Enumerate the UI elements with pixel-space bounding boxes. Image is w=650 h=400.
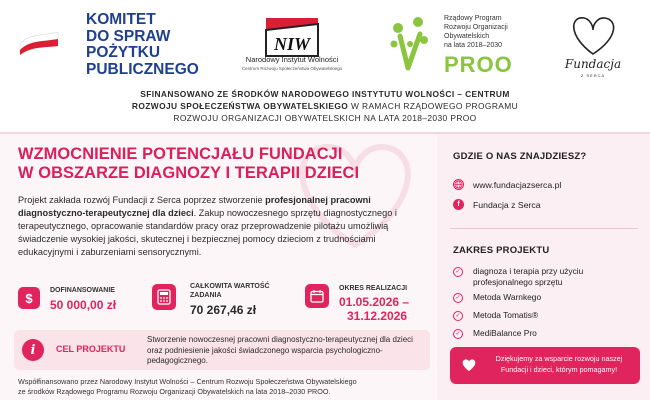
panel-divider xyxy=(450,228,638,229)
funding-line1: SFINANSOWANO ZE ŚRODKÓW NARODOWEGO INSTYTUTU WOLNOŚCI – CENTRUM xyxy=(140,89,510,99)
kdsp-logo-text xyxy=(86,12,199,78)
where-title: GDZIE O NAS ZNAJDZIESZ? xyxy=(453,151,587,162)
grant-label: DOFINANSOWANIE xyxy=(50,287,115,294)
grant-value: 50 000,00 zł xyxy=(50,298,117,312)
kdsp-line: DO SPRAW xyxy=(86,27,171,45)
funding-statement xyxy=(60,88,590,125)
scope-item-text: Metoda Warnkego xyxy=(473,292,542,302)
proo-line: Rozwoju Organizacji xyxy=(444,24,508,31)
facebook-link[interactable] xyxy=(453,199,541,210)
project-description xyxy=(18,194,430,259)
facebook-icon: f xyxy=(453,199,464,210)
info-icon: i xyxy=(22,339,44,361)
proo-logo-text xyxy=(444,14,513,76)
check-icon: ✓ xyxy=(453,329,463,339)
project-title xyxy=(18,145,359,182)
scope-item xyxy=(453,292,643,303)
kdsp-line: PUBLICZNEGO xyxy=(86,60,199,78)
footnote-line: ze środków Rządowego Programu Rozwoju Organizacji Obywatelskich na lata 2018–2030 PROO. xyxy=(18,387,331,396)
funding-line2-bold: ROZWOJU SPOŁECZEŃSTWA OBYWATELSKIEGO xyxy=(131,101,349,112)
goal-text: Stworzenie nowoczesnej pracowni diagnostyczno-terapeutycznej dla dzieci oraz podniesienie jakości świadczonego wsparcia psychologiczno-pedagogicznego. xyxy=(147,335,413,365)
niw-sub: Centrum Rozwoju Społeczeństwa Obywatelskiego xyxy=(241,66,343,71)
proo-brand: PROO xyxy=(444,52,513,77)
website-text: www.fundacjazserca.pl xyxy=(473,179,562,190)
thanks-banner xyxy=(450,347,640,384)
scope-item-text: MediBalance Pro xyxy=(473,328,537,338)
goal-label: CEL PROJEKTU xyxy=(56,344,126,354)
period-start: 01.05.2026 – xyxy=(339,295,410,309)
niw-name: Narodowy Instytut Wolności xyxy=(245,55,339,64)
kdsp-line: KOMITET xyxy=(86,11,156,28)
goal-box xyxy=(14,330,430,370)
kdsp-line: POŻYTKU xyxy=(86,44,161,61)
foundation-sub: Z SERCA xyxy=(580,73,606,78)
total-label-line: ZADANIA xyxy=(190,291,222,299)
total-label-line: CAŁKOWITA WARTOŚĆ xyxy=(190,283,270,290)
desc-part: . Zakup nowoczesnego sprzętu diagnostycznego i terapeutycznego, opracowanie standardów pracy oraz przeprowadzenie pilotażu umożliwią świadczenie wysokiej jakości, skutecznej i bezpiecznej pomocy dzieciom z trudnościami edukacyjnymi i zaburzeniami sensorycznymi. xyxy=(18,208,397,257)
desc-part: Projekt zakłada rozwój Fundacji z Serca poprzez stworzenie xyxy=(18,195,266,205)
money-icon: $ xyxy=(18,287,40,309)
scope-title: ZAKRES PROJEKTU xyxy=(453,245,550,256)
calculator-icon xyxy=(152,284,176,310)
total-value: 70 267,46 zł xyxy=(190,303,257,317)
footnote-line: Współfinansowano przez Narodowy Instytut Wolności – Centrum Rozwoju Społeczeństwa Obywatelskiego xyxy=(18,377,357,386)
period-end: 31.12.2026 xyxy=(347,309,408,323)
proo-line: Rządowy Program xyxy=(444,15,502,22)
heart-icon xyxy=(461,358,477,372)
scope-item-text: diagnoza i terapia przy użyciu profesjonalnego sprzętu xyxy=(473,266,584,287)
header-logos xyxy=(0,0,650,82)
proo-line: na lata 2018–2030 xyxy=(444,42,502,49)
period-label: OKRES REALIZACJI xyxy=(339,285,408,292)
desc-bold: profesjonalnej pracowni diagnostyczno-terapeutycznej dla dzieci xyxy=(18,195,371,218)
proo-line: Obywatelskich xyxy=(444,33,490,40)
scope-item xyxy=(453,310,643,321)
foundation-name: Fundacja xyxy=(564,57,622,71)
proo-logo-icon xyxy=(388,14,432,74)
check-icon: ✓ xyxy=(453,267,463,277)
facebook-text: Fundacja z Serca xyxy=(473,199,541,210)
niw-mark-text: NIW xyxy=(273,34,311,54)
title-line: W OBSZARZE DIAGNOZY I TERAPII DZIECI xyxy=(18,163,360,182)
total-label xyxy=(190,283,270,300)
calendar-icon xyxy=(305,284,329,308)
niw-caption xyxy=(228,55,356,71)
scope-item xyxy=(453,328,643,339)
scope-item xyxy=(453,266,643,288)
niw-logo-icon xyxy=(262,14,322,60)
check-icon: ✓ xyxy=(453,293,463,303)
website-link[interactable] xyxy=(453,179,561,190)
poland-flag-icon xyxy=(18,30,60,56)
thanks-text: Dziękujemy za wsparcie rozwoju naszej Fundacji i dzieci, którym pomagamy! xyxy=(495,354,623,374)
scope-item-text: Metoda Tomatis® xyxy=(473,310,539,320)
check-icon: ✓ xyxy=(453,311,463,321)
title-line: WZMOCNIENIE POTENCJAŁU FUNDACJI xyxy=(18,145,343,163)
globe-icon xyxy=(453,179,464,190)
funding-line2-rest: W RAMACH RZĄDOWEGO PROGRAMU xyxy=(348,101,519,112)
funding-line3: ROZWOJU ORGANIZACJI OBYWATELSKICH NA LATA 2018–2030 PROO xyxy=(173,113,477,124)
cofinancing-note xyxy=(18,377,438,397)
